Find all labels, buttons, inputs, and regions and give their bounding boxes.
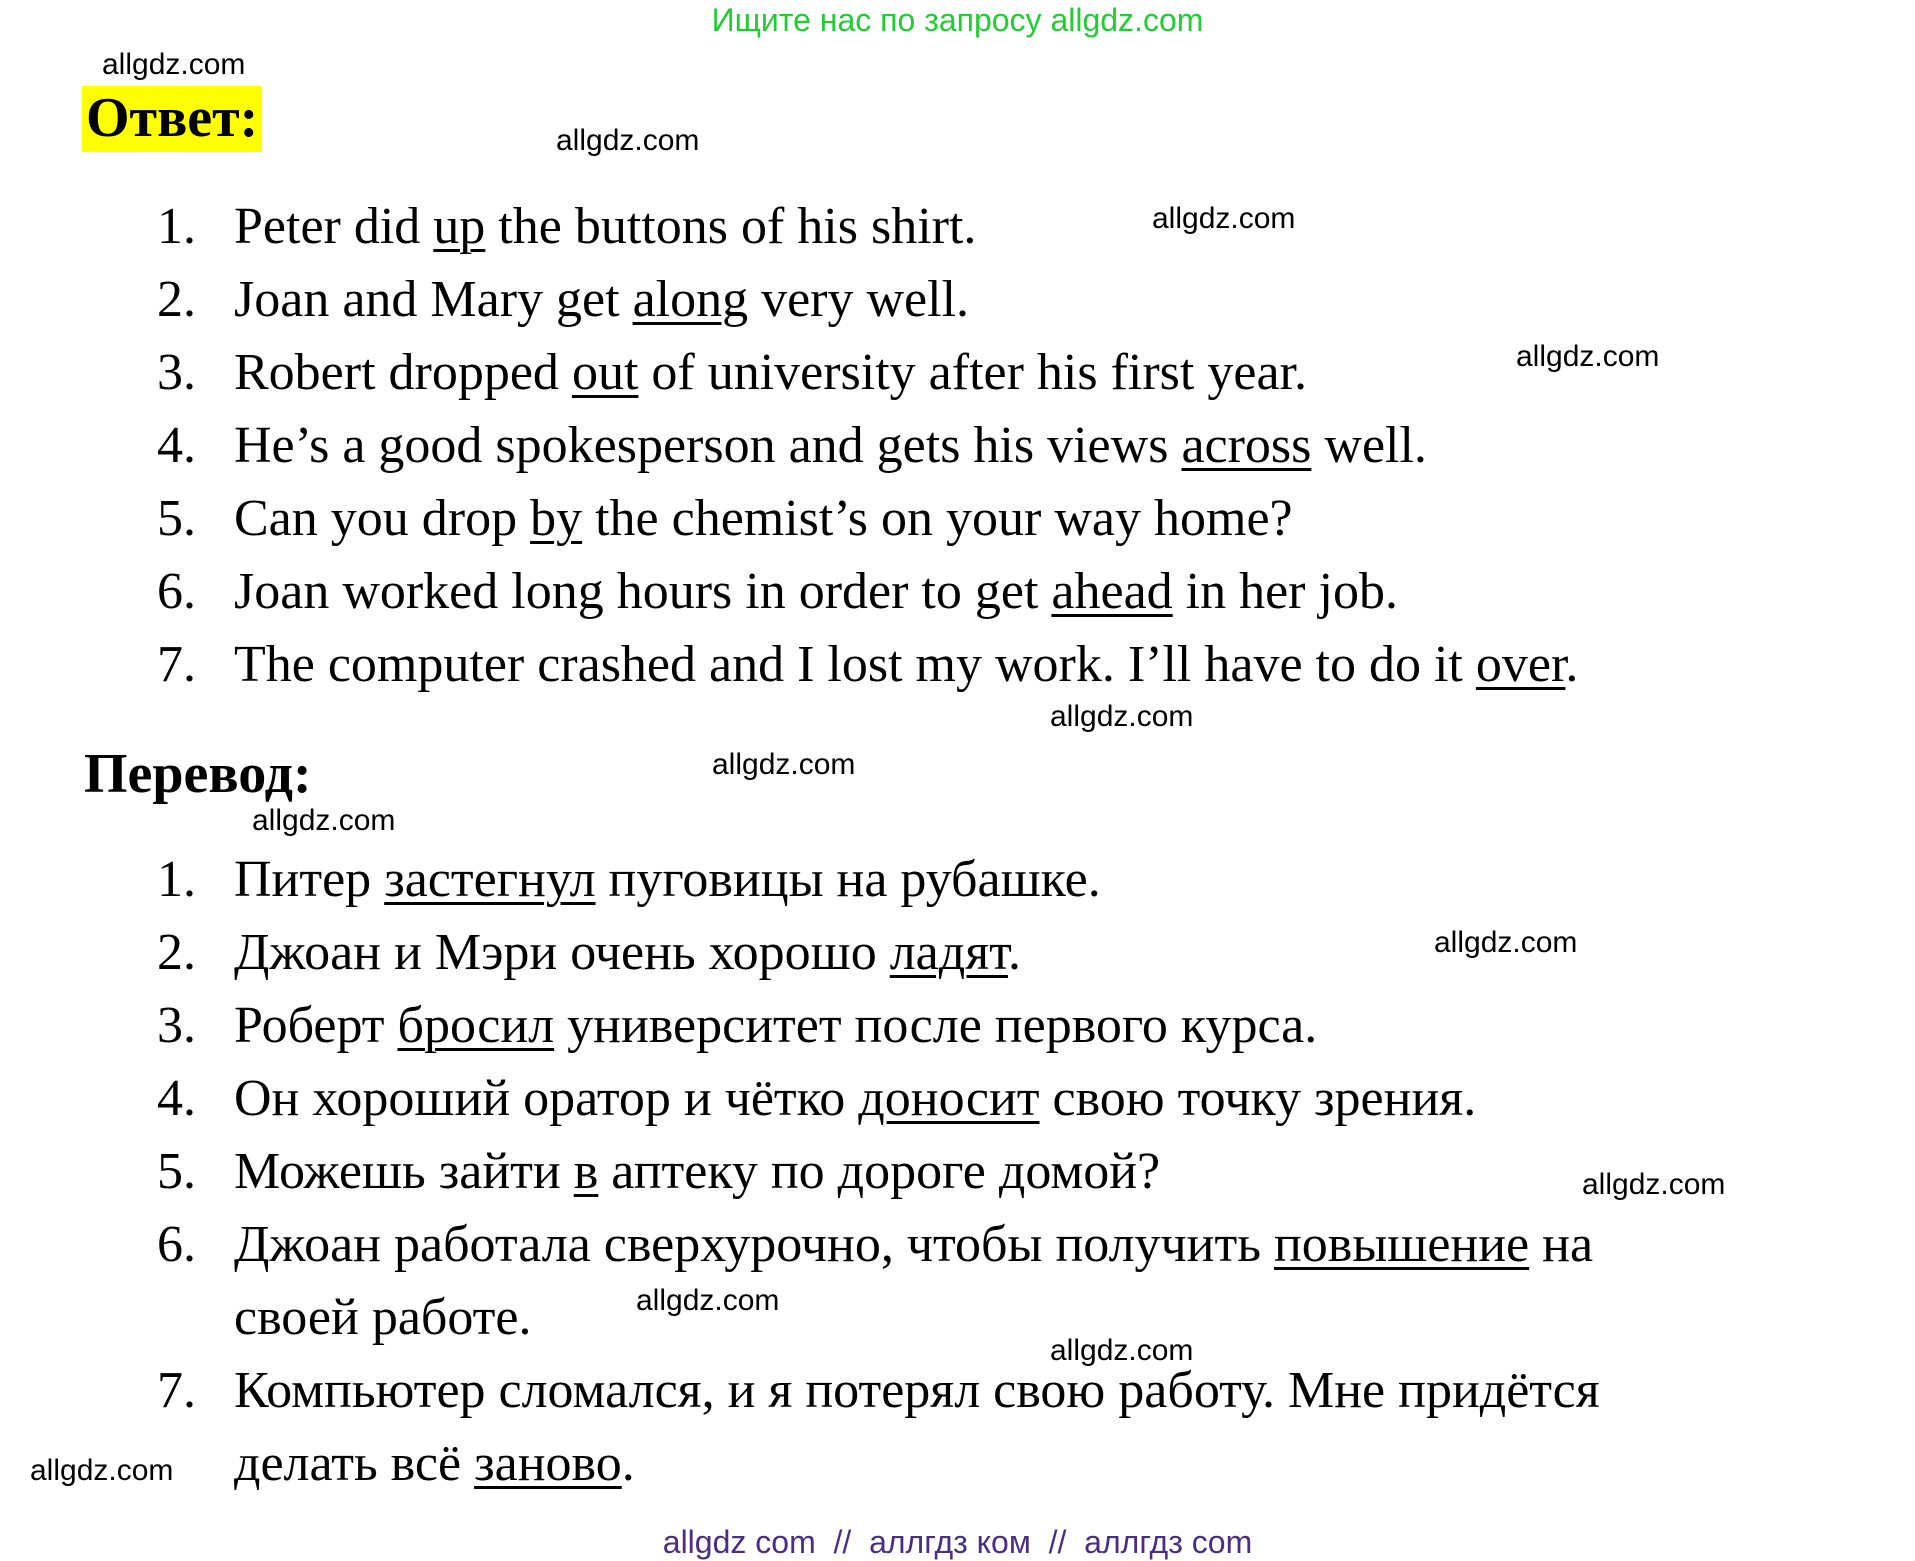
item-text: Robert dropped out of university after his first year.: [234, 344, 1307, 401]
item-text: Джоан и Мэри очень хорошо ладят.: [234, 924, 1021, 981]
item-number: 3.: [157, 344, 196, 401]
item-text: делать всё заново.: [234, 1435, 635, 1492]
item-text: Peter did up the buttons of his shirt.: [234, 198, 977, 255]
watermark: allgdz.com: [1152, 202, 1296, 235]
item-text: своей работе.: [234, 1289, 532, 1346]
item-number: 3.: [157, 997, 196, 1054]
watermark: allgdz.com: [1516, 340, 1660, 373]
underlined-word: along: [632, 271, 749, 328]
item-number: 5.: [157, 490, 196, 547]
item-number: 6.: [157, 563, 196, 620]
item-number: 7.: [157, 636, 196, 693]
item-text: Джоан работала сверхурочно, чтобы получить повышение на: [234, 1216, 1594, 1273]
item-text: Joan worked long hours in order to get ahead in her job.: [234, 563, 1398, 620]
watermark: allgdz.com: [636, 1284, 780, 1317]
item-number: 2.: [157, 271, 196, 328]
underlined-word: across: [1181, 417, 1312, 474]
underlined-word: by: [530, 490, 583, 547]
watermark: allgdz.com: [556, 124, 700, 157]
item-number: 7.: [157, 1362, 196, 1419]
underlined-word: застегнул: [384, 851, 596, 908]
underlined-word: ahead: [1051, 563, 1173, 620]
watermark: allgdz.com: [712, 748, 856, 781]
item-text: Joan and Mary get along very well.: [234, 271, 970, 328]
answer-heading: Ответ:: [82, 86, 262, 152]
item-number: 4.: [157, 1070, 196, 1127]
item-number: 2.: [157, 924, 196, 981]
underlined-word: бросил: [397, 997, 555, 1054]
underlined-word: out: [571, 344, 639, 401]
watermark: allgdz.com: [1050, 1334, 1194, 1367]
underlined-word: заново: [474, 1435, 622, 1492]
item-text: He’s a good spokesperson and gets his views across well.: [234, 417, 1427, 474]
underlined-word: повышение: [1273, 1216, 1530, 1273]
watermark: allgdz.com: [1434, 926, 1578, 959]
item-text: Can you drop by the chemist’s on your way home?: [234, 490, 1293, 547]
underlined-word: ладят: [889, 924, 1008, 981]
item-number: 1.: [157, 851, 196, 908]
item-text: Компьютер сломался, и я потерял свою работу. Мне придётся: [234, 1362, 1600, 1419]
item-number: 5.: [157, 1143, 196, 1200]
underlined-word: up: [433, 198, 486, 255]
watermark: allgdz.com: [1050, 700, 1194, 733]
watermark: allgdz.com: [30, 1454, 174, 1487]
watermark: allgdz.com: [1582, 1168, 1726, 1201]
item-number: 4.: [157, 417, 196, 474]
item-number: 1.: [157, 198, 196, 255]
watermark: allgdz.com: [102, 48, 246, 81]
underlined-word: over: [1475, 636, 1566, 693]
footer-watermark: allgdz com // аллгдз ком // аллгдз com: [662, 1524, 1253, 1560]
item-text: Можешь зайти в аптеку по дороге домой?: [234, 1143, 1161, 1200]
item-text: Он хороший оратор и чётко доносит свою точку зрения.: [234, 1070, 1477, 1127]
item-text: Роберт бросил университет после первого курса.: [234, 997, 1318, 1054]
underlined-word: доносит: [858, 1070, 1040, 1127]
underlined-word: в: [573, 1143, 599, 1200]
item-text: Питер застегнул пуговицы на рубашке.: [234, 851, 1101, 908]
item-text: The computer crashed and I lost my work. I’ll have to do it over.: [234, 636, 1579, 693]
top-banner: Ищите нас по запросу allgdz.com: [711, 2, 1204, 38]
translation-heading: Перевод:: [84, 743, 312, 805]
watermark: allgdz.com: [252, 804, 396, 837]
item-number: 6.: [157, 1216, 196, 1273]
